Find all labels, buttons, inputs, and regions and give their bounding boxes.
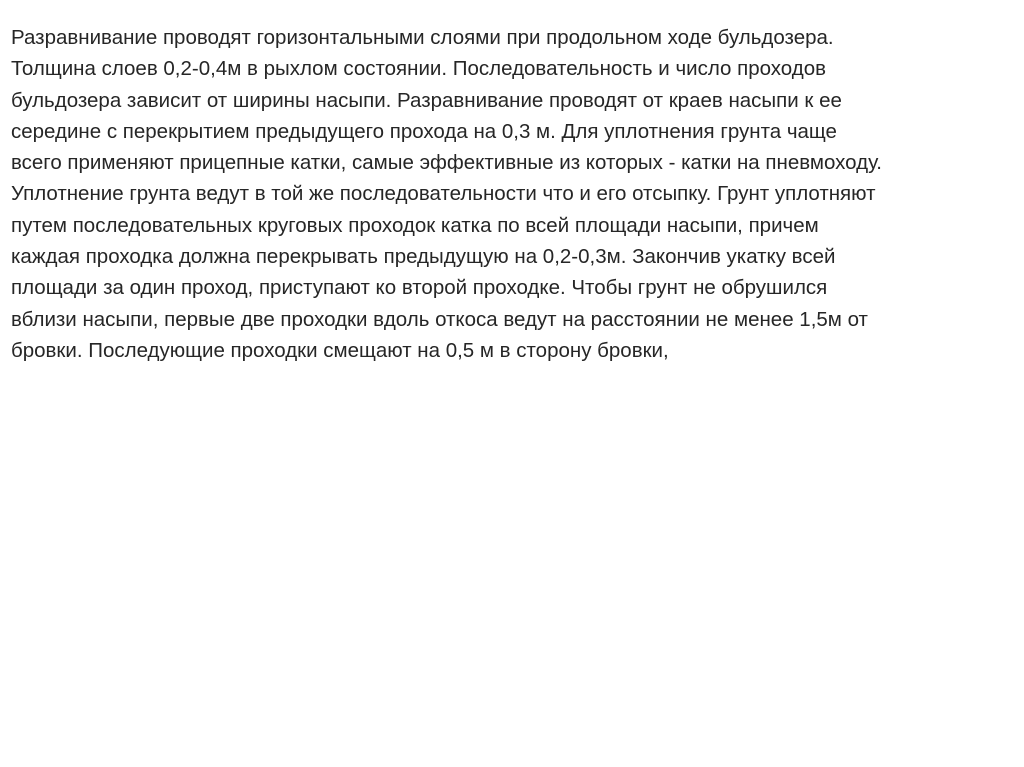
- slide-body-text: [11, 22, 1019, 366]
- text-line-6: Уплотнение грунта ведут в той же последовательности что и его отсыпку. Грунт уплотняют: [11, 182, 876, 206]
- text-line-7: путем последовательных круговых проходок катка по всей площади насыпи, причем: [11, 213, 819, 237]
- text-line-2: Толщина слоев 0,2-0,4м в рыхлом состоянии. Последовательность и число проходов: [11, 57, 827, 81]
- text-line-1: Разравнивание проводят горизонтальными слоями при продольном ходе бульдозера.: [11, 26, 834, 49]
- text-line-5: всего применяют прицепные катки, самые эффективные из которых - катки на пневмоходу.: [11, 151, 882, 175]
- text-line-8: каждая проходка должна перекрывать предыдущую на 0,2-0,3м. Закончив укатку всей: [11, 245, 836, 269]
- text-line-10: вблизи насыпи, первые две проходки вдоль откоса ведут на расстоянии не менее 1,5м от: [11, 307, 868, 331]
- text-line-3: бульдозера зависит от ширины насыпи. Разравнивание проводят от краев насыпи к ее: [11, 88, 842, 112]
- text-line-9: площади за один проход, приступают ко второй проходке. Чтобы грунт не обрушился: [11, 276, 828, 300]
- text-line-11: бровки. Последующие проходки смещают на 0,5 м в сторону бровки,: [11, 338, 669, 362]
- text-line-4: середине с перекрытием предыдущего прохода на 0,3 м. Для уплотнения грунта чаще: [11, 119, 837, 143]
